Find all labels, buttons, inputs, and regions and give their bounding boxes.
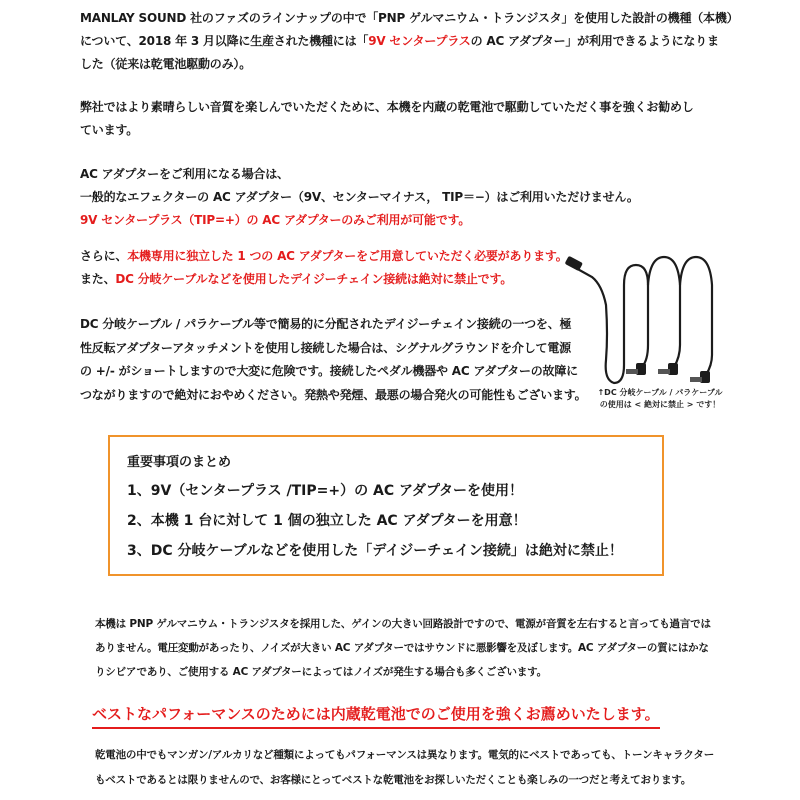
- summary-box: [108, 435, 664, 576]
- independent-line-2: [80, 268, 568, 291]
- adapter-line-2: 一般的なエフェクターの AC アダプター（9V、センターマイナス， TIP＝−）はご利用いただけません。: [80, 190, 639, 204]
- dc-split-cable-figure: [562, 245, 758, 415]
- quality-paragraph: [95, 612, 711, 684]
- warning-line-4: つながりますので絶対におやめください。発熱や発煙、最悪の場合発火の可能性もございます。: [80, 387, 587, 402]
- independent-line-2-pre: また、: [80, 272, 116, 286]
- intro-paragraph: [80, 7, 738, 76]
- adapter-line-1: AC アダプターをご利用になる場合は、: [80, 167, 289, 181]
- intro-line-2: [80, 30, 738, 53]
- summary-item-1: 1、9V（センタープラス /TIP=+）の AC アダプターを使用！: [127, 483, 524, 499]
- intro-line-2-pre: について、2018 年 3 月以降に生産された機種には「: [80, 34, 369, 48]
- recommend-line-2: ています。: [80, 123, 139, 137]
- summary-item-2: 2、本機 1 台に対して 1 個の独立した AC アダプターを用意！: [127, 513, 527, 529]
- intro-highlight: 9V センタープラス: [368, 34, 471, 48]
- quality-line-1: 本機は PNP ゲルマニウム・トランジスタを採用した、ゲインの大きい回路設計ですので、電源が音質を左右すると言っても過言では: [95, 618, 711, 630]
- right-angle-plugs-icon: [626, 363, 710, 383]
- warning-paragraph: [80, 313, 586, 407]
- female-plug-icon: [565, 256, 583, 271]
- adapter-paragraph: [80, 163, 639, 232]
- intro-line-3: した（従来は乾電池駆動のみ）。: [80, 57, 252, 71]
- dc-split-cable-image: [562, 245, 758, 387]
- independent-paragraph: [80, 245, 568, 291]
- quality-line-2: ありません。電圧変動があったり、ノイズが大きい AC アダプターではサウンドに悪影響を及ぼします。AC アダプターの質にはかな: [95, 642, 709, 654]
- independent-line-2-red: DC 分岐ケーブルなどを使用したデイジーチェイン接続は絶対に禁止です。: [115, 272, 513, 286]
- figure-caption-line-2: の使用は < 絶対に禁止 > です！: [599, 400, 721, 409]
- intro-line-2-post: の AC アダプター」が利用できるようになりま: [470, 34, 719, 48]
- figure-caption-line-1: ↑DC 分岐ケーブル / パラケーブル: [597, 388, 723, 397]
- warning-line-1: DC 分岐ケーブル / パラケーブル等で簡易的に分配されたデイジーチェイン接続の一つを、極: [80, 317, 572, 331]
- battery-line-1: 乾電池の中でもマンガン/アルカリなど種類によってもパフォーマンスは異なります。電気的にベストであっても、トーンキャラクター: [95, 749, 715, 761]
- recommend-line-1: 弊社ではより素晴らしい音質を楽しんでいただくために、本機を内蔵の乾電池で駆動していただく事を強くお勧めし: [80, 100, 694, 114]
- figure-caption: [562, 387, 758, 411]
- adapter-line-3: 9V センタープラス（TIP=+）の AC アダプターのみご利用が可能です。: [80, 213, 471, 227]
- warning-line-2: 性反転アダプターアタッチメントを使用し接続した場合は、シグナルグラウンドを介して電源: [80, 340, 571, 355]
- independent-line-1-pre: さらに、: [80, 249, 128, 263]
- summary-item-3: 3、DC 分岐ケーブルなどを使用した「デイジーチェイン接続」は絶対に禁止！: [127, 543, 623, 559]
- intro-line-1: MANLAY SOUND 社のファズのラインナップの中で「PNP ゲルマニウム・トランジスタ」を使用した設計の機種（本機）: [80, 11, 739, 25]
- quality-line-3: りシビアであり、ご使用する AC アダプターによってはノイズが発生する場合も多くございます。: [95, 666, 547, 678]
- battery-paragraph: [95, 743, 714, 793]
- warning-line-3: の +/- がショートしますので大変に危険です。接続したペダル機器や AC アダプターの故障に: [80, 364, 578, 378]
- summary-title: 重要事項のまとめ: [127, 455, 232, 470]
- independent-line-1-red: 本機専用に独立した 1 つの AC アダプターをご用意していただく必要があります。: [127, 249, 568, 263]
- battery-line-2: もベストであるとは限りませんので、お客様にとってベストな乾電池をお探しいただくことも楽しみの一つだと考えております。: [95, 774, 692, 786]
- independent-line-1: [80, 245, 568, 268]
- recommend-paragraph: [80, 96, 694, 142]
- battery-recommend-headline: ベストなパフォーマンスのためには内蔵乾電池でのご使用を強くお薦めいたします。: [92, 703, 660, 729]
